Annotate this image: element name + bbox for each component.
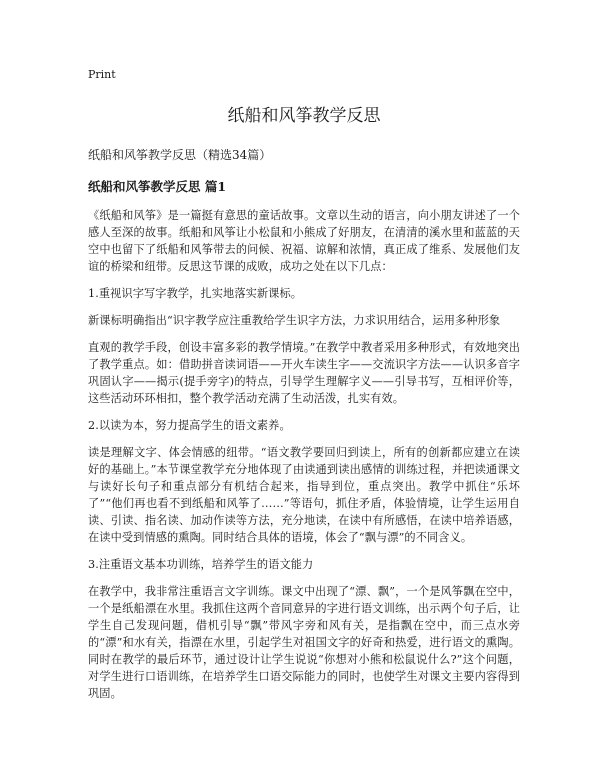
paragraph-point-1-body-b: 直观的教学手段，创设丰富多彩的教学情境。”在教学中教者采用多种形式，有效地突出了教学重点。如：借助拼音读词语——开火车读生字——交流识字方法——认识多音字巩固认字——揭示(提手旁字)的特点，引导学生理解字义——引导书写，互相评价等，这些活动环环相扣，整个教学活动充满了生动活泼，扎实有效。	[88, 341, 520, 405]
section-heading: 纸船和风筝教学反思 篇1	[88, 179, 227, 194]
paragraph-point-3-heading: 3.注重语文基本功训练，培养学生的语文能力	[88, 558, 314, 571]
paragraph-point-3-body: 在教学中，我非常注重语言文字训练。课文中出现了“漂、飘”，一个是风筝飘在空中，一个是纸船漂在水里。我抓住这两个音同意异的字进行语文训练，出示两个句子后，让学生自己发现问题，借机引导“飘”带风字旁和风有关，是指飘在空中，而三点水旁的“漂”和水有关，指漂在水里，引起学生对祖国文字的好奇和热爱，进行语文的熏陶。同时在教学的最后环节，通过设计让学生说说“你想对小熊和松鼠说什么?”这个问题，对学生进行口语训练，在培养学生口语交际能力的同时，也使学生对课文主要内容得到巩固。	[88, 585, 520, 700]
paragraph-point-2-body: 读是理解文字、体会情感的纽带。“语文教学要回归到读上，所有的创新都应建立在读好的基础上。”本节课堂教学充分地体现了由读通到读出感情的训练过程，并把读通课文与读好长句子和重点部分有机结合起来，指导到位，重点突出。教学中抓住“乐坏了”“他们再也看不到纸船和风筝了……”等语句，抓住矛盾，体验情境，让学生运用自读、引读、指名读、加动作读等方法，充分地读，在读中有所感悟，在读中培养语感，在读中受到情感的熏陶。同时结合具体的语境，体会了“飘与漂”的不同含义。	[88, 446, 520, 544]
print-label[interactable]: Print	[88, 68, 116, 81]
document-title: 纸船和风筝教学反思	[227, 106, 381, 126]
paragraph-point-2-heading: 2.以读为本，努力提高学生的语文素养。	[88, 419, 291, 432]
paragraph-point-1-body-a: 新课标明确指出“识字教学应注重教给学生识字方法，力求识用结合，运用多种形象	[88, 314, 501, 327]
paragraph-intro: 《纸船和风筝》是一篇挺有意思的童话故事。文章以生动的语言，向小朋友讲述了一个感人至深的故事。纸船和风筝让小松鼠和小熊成了好朋友，在清清的溪水里和蓝蓝的天空中也留下了纸船和风筝带去的问候、祝福、谅解和浓情，真正成了维系、发展他们友谊的桥梁和纽带。反思这节课的成败，成功之处在以下几点：	[88, 209, 520, 273]
document-subtitle: 纸船和风筝教学反思（精选34篇）	[88, 148, 272, 162]
paragraph-point-1-heading: 1.重视识字写字教学，扎实地落实新课标。	[88, 287, 303, 300]
document-page	[88, 66, 520, 702]
